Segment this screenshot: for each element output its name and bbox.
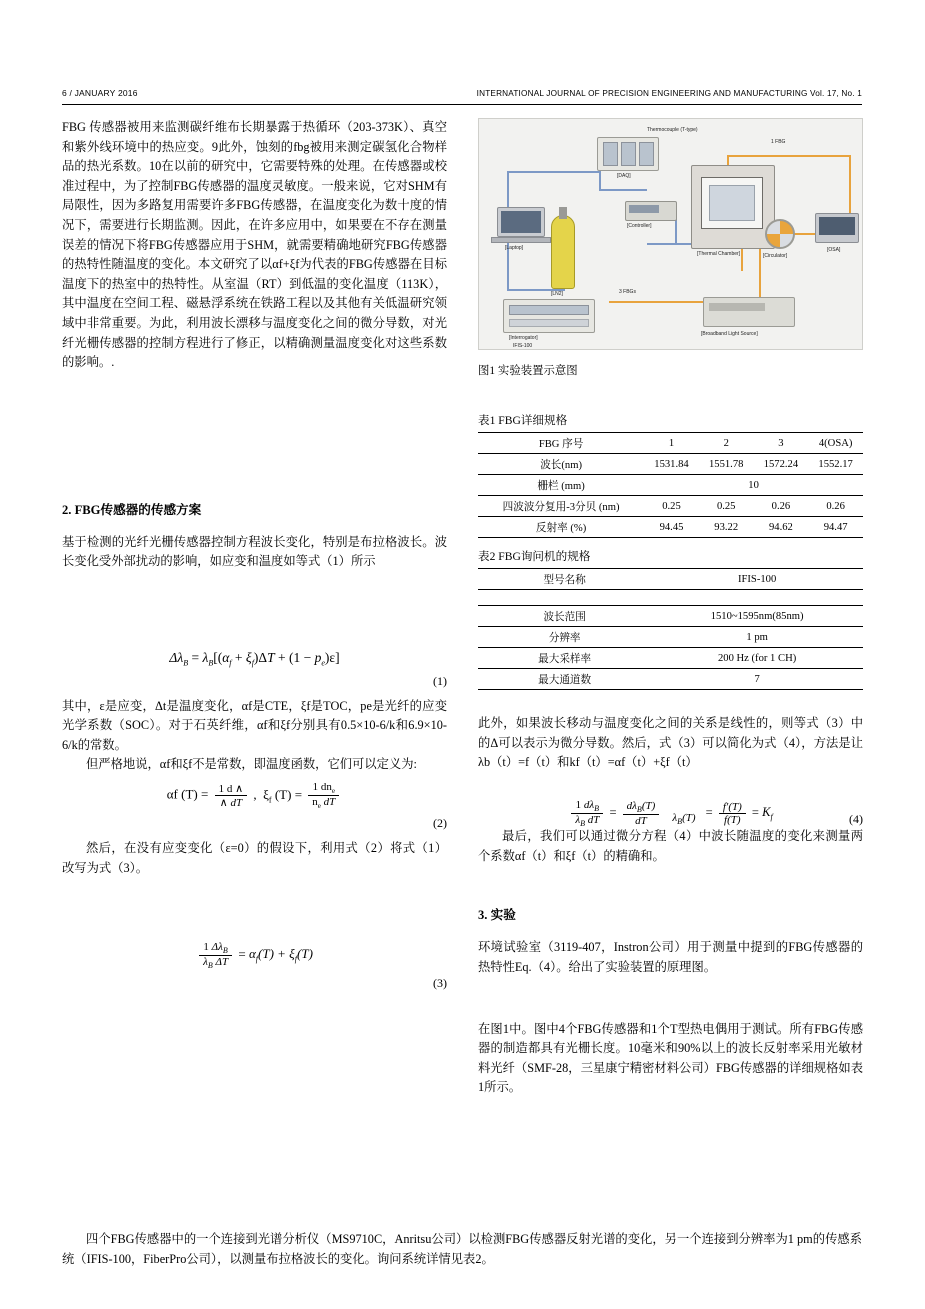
right-paragraph-4: 在图1中。图中4个FBG传感器和1个T型热电偶用于测试。所有FBG传感器的制造都具有光栅长度。10毫米和90%以上的波长反射率采用光敏材料光纤（SMF-28，三星康宁精密材料公司）FBG传感器的详细规格如表1所示。 bbox=[478, 1021, 863, 1095]
left-paragraph-2: 基于检测的光纤光栅传感器控制方程波长变化，特别是布拉格波长。波长变化受外部扰动的影响，如应变和温度如等式（1）所示 bbox=[62, 534, 447, 569]
equation-2: αf (T) = $\frac{1 d \wedge}{\wedge dT}$ , $\xi_f$ (T) = $\frac{1 dn_e}{n_e dT}$ (2) bbox=[62, 781, 447, 831]
figure-1-caption: 图1 实验装置示意图 bbox=[478, 365, 578, 377]
left-column bbox=[62, 118, 447, 991]
section-heading-2: 2. FBG传感器的传感方案 bbox=[62, 502, 202, 517]
table-row bbox=[478, 433, 863, 454]
right-paragraph-3: 环境试验室（3119-407，Instron公司）用于测量中提到的FBG传感器的热特性Eq.（4）。给出了实验装置的原理图。 bbox=[478, 940, 863, 974]
left-paragraph-1: FBG 传感器被用来监测碳纤维布长期暴露于热循环（203-373K）、真空和紫外线环境中的热应变。9此外，蚀刻的fbg被用来测定碳氢化合物样品的热光系数。10在以前的研究中，它需要特殊的处理。在传感器或校准过程中，为了控制FBG传感器的温度灵敏度。一般来说，它对SHM有局限性，因为多路复用需要许多FBG传感器，在温度变化为数十度的情况下，需要进行长期监测。因此，在许多应用中，如果要在不存在测量误差的情况下将FBG传感器应用于SHM，就需要精确地研究FBG传感器的热特性随温度的变化。本文研究了以αf+ξf为代表的FBG传感器在目标温度下的热室中的热特性。从室温（RT）到低温的变化温度（113K），其中温度在空间工程、磁悬浮系统在铁路工程以及其他有关低温研究领域中非常重要。为此，利用波长漂移与温度变化之间的微分导数，对光纤光栅传感器的控制方程进行了修正，以精确测量温度变化对这些系数的影响。. bbox=[62, 120, 447, 370]
equation-1-number: (1) bbox=[433, 673, 447, 688]
table-row: 四波波分复用-3分贝 (nm) 0.25 0.25 0.26 0.26 bbox=[478, 496, 863, 517]
right-paragraph-1: 此外，如果波长移动与温度变化之间的关系是线性的，则等式（3）中的Δ可以表示为微分导数。然后，式（3）可以简化为式（4），方法是让λb（t）=f（t）和kf（t）=αf（t）+ξf（t） bbox=[478, 716, 863, 770]
table-1-col-2: 2 bbox=[699, 433, 754, 454]
table-1-col-3: 3 bbox=[754, 433, 809, 454]
table-1-col-0: FBG 序号 bbox=[478, 433, 644, 454]
section-heading-3: 3. 实验 bbox=[478, 908, 516, 923]
right-paragraph-2: 最后，我们可以通过微分方程（4）中波长随温度的变化来测量两个系数αf（t）和ξf（t）的精确和。 bbox=[478, 829, 863, 863]
left-paragraph-5: 然后，在没有应变变化（ε=0）的假设下，利用式（2）将式（1）改写为式（3）。 bbox=[62, 841, 447, 875]
table-1-title: 表1 FBG详细规格 bbox=[478, 414, 568, 427]
table-2-title: 表2 FBG询问机的规格 bbox=[478, 550, 591, 563]
header-divider bbox=[62, 104, 862, 105]
table-row: 波长范围 1510~1595nm(85nm) bbox=[478, 606, 863, 627]
equation-2-number: (2) bbox=[433, 816, 447, 831]
left-paragraph-3: 其中，ε是应变，Δt是温度变化，αf是CTE，ξf是TOC，pe是光纤的应变光学系数（SOC）。对于石英纤维，αf和ξf分别具有0.5×10-6/k和6.9×10-6/k的常数。 bbox=[62, 698, 447, 752]
equation-3-number: (3) bbox=[433, 975, 447, 990]
table-row: 最大采样率 200 Hz (for 1 CH) bbox=[478, 648, 863, 669]
left-paragraph-6: 四个FBG传感器中的一个连接到光谱分析仪（MS9710C，Anritsu公司）以检测FBG传感器反射光谱的变化，另一个连接到分辨率为1 pm的传感系统（IFIS-100，FiberPro公司），以测量布拉格波长的变化。询问系统详情见表2。 bbox=[62, 1232, 862, 1266]
equation-4-number: (4) bbox=[849, 812, 863, 827]
table-row: 波长(nm) 1531.84 1551.78 1572.24 1552.17 bbox=[478, 454, 863, 475]
header-issue: 6 / JANUARY 2016 bbox=[62, 88, 138, 98]
page-header bbox=[62, 88, 862, 98]
equation-4: $\frac{1 d\lambda_B}{\lambda_B dT}$ = $\frac{d\lambda_B(T)}{dT}$ $\lambda_B(T)$ = $\frac{f'(T)}{f(T)}$ = $K_f$ (4) bbox=[478, 799, 863, 827]
table-row: 反射率 (%) 94.45 93.22 94.62 94.47 bbox=[478, 517, 863, 538]
figure-1-schematic: [DAQ] Thermocouple (T-type) 1 FBG [Controller] [Thermal Chamber] [LN2] [Laptop] [Circulator] [OSA] [Interrogator] IFIS-100 3 FBGs [Broadband Light Source] bbox=[478, 118, 863, 350]
table-row: 分辨率 1 pm bbox=[478, 627, 863, 648]
right-column bbox=[478, 118, 863, 1098]
table-1-col-4: 4(OSA) bbox=[808, 433, 863, 454]
left-paragraph-4: 但严格地说，αf和ξf不是常数，即温度函数，它们可以定义为: bbox=[86, 757, 417, 772]
header-journal: INTERNATIONAL JOURNAL OF PRECISION ENGINEERING AND MANUFACTURING Vol. 17, No. 1 bbox=[476, 89, 862, 98]
equation-1: $\Delta\lambda_B = \lambda_B[(\alpha_f + \xi_f)\Delta T + (1 - p_e)\varepsilon]$ (1) bbox=[62, 650, 447, 689]
table-row: 型号名称 IFIS-100 bbox=[478, 569, 863, 590]
equation-3: $\frac{1 \Delta\lambda_B}{\lambda_B \Delta T}$ = $\alpha_f(T) + \xi_f(T)$ (3) bbox=[62, 941, 447, 991]
bottom-paragraph-container bbox=[62, 1230, 862, 1269]
table-row: 栅栏 (mm) 10 bbox=[478, 475, 863, 496]
table-row: 最大通道数 7 bbox=[478, 669, 863, 690]
table-1 bbox=[478, 432, 863, 538]
table-row bbox=[478, 590, 863, 606]
table-2 bbox=[478, 568, 863, 690]
table-1-col-1: 1 bbox=[644, 433, 699, 454]
